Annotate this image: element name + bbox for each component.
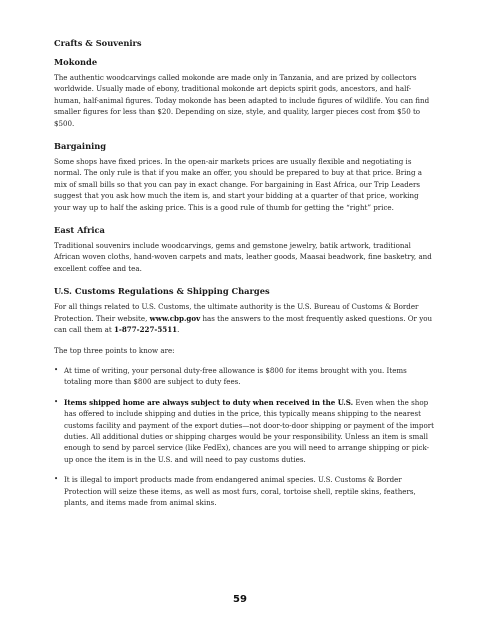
bargaining-paragraph: Some shops have fixed prices. In the open-air markets prices are usually flexible and negotiating is normal. The only rule is that if you make an offer, you should be prepared to buy at that price. Bring a mix of small bills so that you can pay in exact change. For bargaining in East Africa, our Trip Leaders suggest that you ask how much the item is, and start your bidding at a quarter of that price, working your way up to half the asking price. This is a good rule of thumb for getting the “right” price. — [54, 157, 423, 212]
bullet-icon: • — [54, 475, 59, 484]
list-item — [54, 365, 434, 388]
bullet-text: It is illegal to import products made from endangered animal species. U.S. Customs & Border Protection will seize these items, as well as most furs, coral, tortoise shell, reptile skins, feathers, plants, and items made from animal skins. — [64, 475, 416, 507]
customs-heading: U.S. Customs Regulations & Shipping Charges — [54, 286, 270, 297]
cbp-phone-number: 1-877-227-5511 — [113, 325, 178, 335]
customs-intro-paragraph — [54, 301, 434, 335]
page-content — [54, 38, 434, 517]
bullet-bold-text: Items shipped home are always subject to duty when received in the U.S. — [64, 397, 354, 407]
bullet-icon: • — [54, 365, 59, 374]
customs-intro-text: For all things related to U.S. Customs, the ultimate authority is the U.S. Bureau of Customs & Border Protection. Their website, — [54, 302, 419, 323]
list-item — [54, 474, 434, 508]
bargaining-heading: Bargaining — [54, 141, 107, 152]
top-points-intro: The top three points to know are: — [54, 345, 175, 355]
section-title: Crafts & Souvenirs — [54, 38, 142, 48]
list-item — [54, 397, 434, 465]
mokonde-heading: Mokonde — [54, 57, 98, 67]
page-number: 59 — [233, 594, 247, 605]
customs-intro-text-2: has the answers to the most frequently asked questions. Or you can call them at — [54, 313, 433, 335]
east-africa-heading: East Africa — [54, 225, 105, 236]
east-africa-paragraph: Traditional souvenirs include woodcarvings, gems and gemstone jewelry, batik artwork, traditional African woven cloths, hand-woven carpets and mats, leather goods, Maasai beadwork, fine basketry, and excellent coffee and tea. — [54, 241, 432, 273]
bullet-text: Even when the shop has offered to include shipping and duties in the price, this typically means shipping to the nearest customs facility and payment of the export duties—not door-to-door shipping or payment of the import duties. All additional duties or shipping charges would be your responsibility. Unless an item is small enough to send by parcel service (like FedEx), chances are you will need to arrange shipping or pick-up once the item is in the U.S. and will need to pay customs duties. — [64, 397, 434, 464]
customs-points-list — [54, 365, 434, 508]
bullet-icon: • — [54, 397, 59, 406]
bullet-text: At time of writing, your personal duty-free allowance is $800 for items brought with you. Items totaling more than $800 are subject to duty fees. — [64, 365, 407, 387]
customs-intro-end: . — [177, 325, 180, 335]
mokonde-paragraph: The authentic woodcarvings called mokonde are made only in Tanzania, and are prized by collectors worldwide. Usually made of ebony, traditional mokonde art depicts spirit gods, ancestors, and half-human, half-animal figures. Today mokonde has been adapted to include figures of wildlife. You can find smaller figures for less than $20. Depending on size, style, and quality, larger pieces cost from $50 to $500. — [54, 73, 430, 128]
cbp-website-link[interactable]: www.cbp.gov — [149, 313, 201, 323]
